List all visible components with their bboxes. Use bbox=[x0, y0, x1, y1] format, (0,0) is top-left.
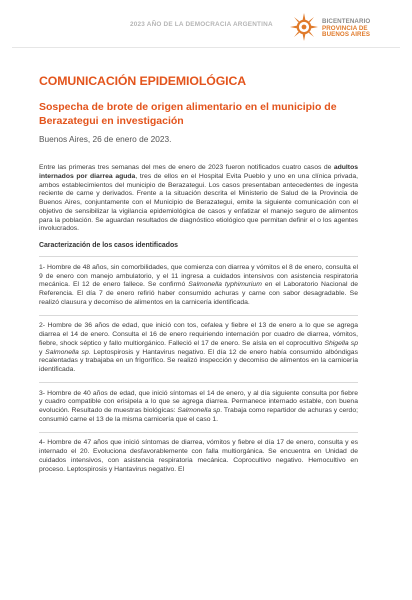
document-date: Buenos Aires, 26 de enero de 2023. bbox=[39, 134, 172, 144]
intro-emphasis: adultos internados por diarrea aguda bbox=[39, 164, 358, 180]
logo-line-2: PROVINCIA DE bbox=[322, 24, 368, 32]
case-3: 3- Hombre de 40 años de edad, que inició síntomas el 14 de enero, y al día siguiente consulta por fiebre y cuadro compatible con erisipela a lo que se agrega diarrea. Permanece internado estable, con buena evolución. Resultado de muestras biológicas: Salmonella sp. Trabaja como repartidor de achuras y cerdo; consumió carne el 13 de la misma carnicería que el caso 1. bbox=[39, 389, 358, 423]
case-1: 1- Hombre de 48 años, sin comorbilidades, que comienza con diarrea y vómitos el 8 de enero, consulta el 9 de enero con manejo ambulatorio, y el 11 ingresa a cuidados intensivos con asistencia respiratoria mecánica. El 12 de enero fallece. Se confirmó Salmonella typhimurium en el Laboratorio Nacional de Referencia. El día 7 de enero refirió haber consumido achuras y carne con sabor desagradable. Se realizó clausura y decomiso de alimentos en la carnicería identificada. bbox=[39, 263, 359, 306]
document-subtitle: Sospecha de brote de origen alimentario en el municipio de Berazategui en investigación bbox=[39, 101, 337, 127]
section-title: Caracterización de los casos identificados bbox=[39, 242, 179, 249]
logo-line-3: BUENOS AIRES bbox=[322, 31, 371, 39]
header-year-text: 2023 AÑO DE LA DEMOCRACIA ARGENTINA bbox=[130, 21, 273, 28]
bicentenario-logo bbox=[288, 11, 388, 43]
document-body bbox=[39, 74, 358, 474]
case-4: 4- Hombre de 47 años que inició síntomas de diarrea, vómitos y fiebre el día 17 de enero, consulta y es internado el 20. Evoluciona desfavorablemente con falla multiorgánica. Se encuentra en Unidad de cuidados intensivos, con asistencia respiratoria mecánica. Coprocultivo negativo. Hemocultivo en proceso. Leptospirosis y Hantavirus negativo. El bbox=[39, 439, 358, 473]
intro-paragraph: Entre las primeras tres semanas del mes de enero de 2023 fueron notificados cuatro casos de adultos internados por diarrea aguda, tres de ellos en el Hospital Evita Pueblo y uno en una clínica privada, ambos establecimientos del municipio de Berazategui. Los casos presentaban antecedentes de ingesta reciente de carne y derivados. Frente a la situación descrita el Ministerio de Salud de la Provincia de Buenos Aires, conjuntamente con el Municipio de Berazategui, emite la siguiente comunicación con el objetivo de sensibilizar la vigilancia epidemiológica de casos y enfatizar el manejo seguro de alimentos para la población. Se aguardan resultados de diagnóstico etiológico que permitan definir el o los agentes involucrados. bbox=[39, 164, 358, 233]
header-divider bbox=[12, 47, 400, 48]
document-title: COMUNICACIÓN EPIDEMIOLÓGICA bbox=[39, 74, 247, 88]
sun-logo-icon bbox=[288, 11, 320, 43]
logo-line-1: BICENTENARIO bbox=[322, 18, 371, 25]
case-2: 2- Hombre de 36 años de edad, que inició con tos, cefalea y fiebre el 13 de enero a lo que se agrega diarrea el 14 de enero. Consulta el 16 de enero requiriendo internación por cuadro de diarrea, vómitos, fiebre, shock séptico y fallo multiorgánico. Falleció el 17 de enero. Se aísla en el coprocultivo Shigella sp y Salmonella sp. Leptospirosis y Hantavirus negativo. El día 12 de enero había consumido albóndigas recalentadas y trabajaba en un frigorífico. Se realizó inspección y decomiso de alimentos en la carnicería identificada. bbox=[39, 322, 358, 374]
